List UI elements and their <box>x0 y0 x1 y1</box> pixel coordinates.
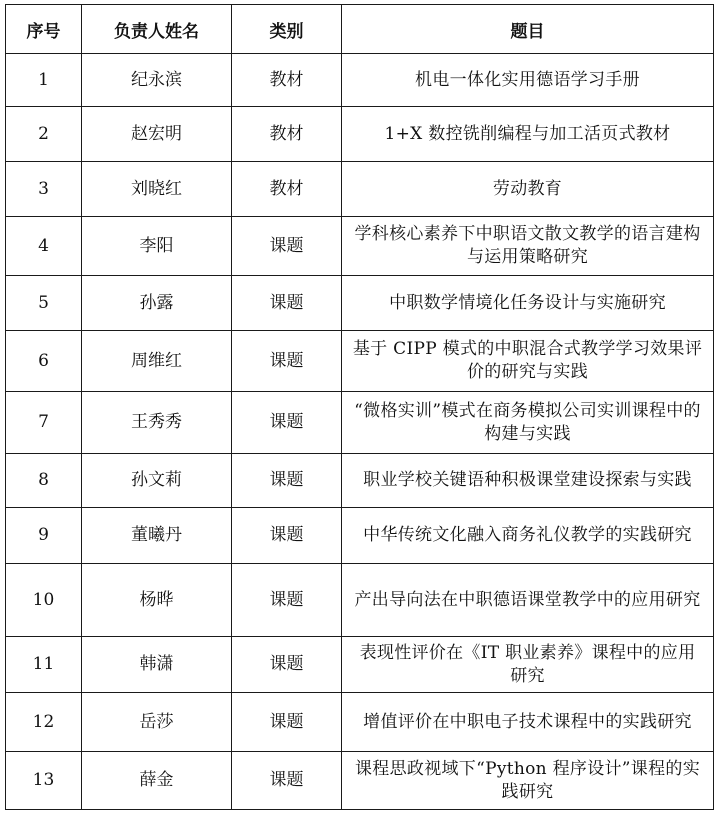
cell-title: 1+X 数控铣削编程与加工活页式教材 <box>342 107 714 162</box>
table-row <box>6 331 714 392</box>
cell-category: 教材 <box>232 107 342 162</box>
cell-name: 岳莎 <box>82 693 232 752</box>
table-row <box>6 508 714 564</box>
cell-title: 职业学校关键语种积极课堂建设探索与实践 <box>342 454 714 508</box>
project-table <box>5 4 714 810</box>
cell-no: 10 <box>6 564 82 637</box>
cell-category: 课题 <box>232 454 342 508</box>
cell-name: 赵宏明 <box>82 107 232 162</box>
cell-category: 课题 <box>232 217 342 276</box>
cell-title: 学科核心素养下中职语文散文教学的语言建构与运用策略研究 <box>342 217 714 276</box>
header-category: 类别 <box>232 5 342 54</box>
cell-title: “微格实训”模式在商务模拟公司实训课程中的构建与实践 <box>342 392 714 454</box>
cell-name: 孙露 <box>82 276 232 331</box>
cell-no: 1 <box>6 54 82 107</box>
header-name: 负责人姓名 <box>82 5 232 54</box>
table-row <box>6 637 714 693</box>
table-row <box>6 454 714 508</box>
cell-no: 6 <box>6 331 82 392</box>
cell-title: 基于 CIPP 模式的中职混合式教学学习效果评价的研究与实践 <box>342 331 714 392</box>
table-row <box>6 392 714 454</box>
table-row <box>6 54 714 107</box>
cell-no: 7 <box>6 392 82 454</box>
cell-category: 课题 <box>232 693 342 752</box>
table-row <box>6 693 714 752</box>
cell-category: 课题 <box>232 276 342 331</box>
table-row <box>6 162 714 217</box>
cell-category: 课题 <box>232 637 342 693</box>
cell-title: 表现性评价在《IT 职业素养》课程中的应用研究 <box>342 637 714 693</box>
table-row <box>6 752 714 810</box>
cell-category: 教材 <box>232 54 342 107</box>
cell-title: 产出导向法在中职德语课堂教学中的应用研究 <box>342 564 714 637</box>
cell-name: 薛金 <box>82 752 232 810</box>
cell-category: 课题 <box>232 331 342 392</box>
cell-name: 刘晓红 <box>82 162 232 217</box>
cell-no: 11 <box>6 637 82 693</box>
cell-no: 8 <box>6 454 82 508</box>
cell-category: 课题 <box>232 392 342 454</box>
cell-category: 课题 <box>232 752 342 810</box>
cell-title: 增值评价在中职电子技术课程中的实践研究 <box>342 693 714 752</box>
cell-name: 董曦丹 <box>82 508 232 564</box>
cell-no: 4 <box>6 217 82 276</box>
cell-name: 周维红 <box>82 331 232 392</box>
cell-no: 2 <box>6 107 82 162</box>
cell-no: 13 <box>6 752 82 810</box>
cell-title: 劳动教育 <box>342 162 714 217</box>
cell-title: 中华传统文化融入商务礼仪教学的实践研究 <box>342 508 714 564</box>
cell-name: 韩潇 <box>82 637 232 693</box>
cell-name: 李阳 <box>82 217 232 276</box>
cell-title: 机电一体化实用德语学习手册 <box>342 54 714 107</box>
cell-no: 3 <box>6 162 82 217</box>
cell-no: 9 <box>6 508 82 564</box>
header-title: 题目 <box>342 5 714 54</box>
cell-no: 12 <box>6 693 82 752</box>
cell-category: 教材 <box>232 162 342 217</box>
header-no: 序号 <box>6 5 82 54</box>
table-row <box>6 564 714 637</box>
cell-title: 课程思政视域下“Python 程序设计”课程的实践研究 <box>342 752 714 810</box>
cell-no: 5 <box>6 276 82 331</box>
cell-name: 王秀秀 <box>82 392 232 454</box>
cell-name: 杨晔 <box>82 564 232 637</box>
cell-name: 纪永滨 <box>82 54 232 107</box>
cell-title: 中职数学情境化任务设计与实施研究 <box>342 276 714 331</box>
table-row <box>6 107 714 162</box>
header-row <box>6 5 714 54</box>
cell-category: 课题 <box>232 508 342 564</box>
table-row <box>6 276 714 331</box>
cell-name: 孙文莉 <box>82 454 232 508</box>
table-row <box>6 217 714 276</box>
cell-category: 课题 <box>232 564 342 637</box>
